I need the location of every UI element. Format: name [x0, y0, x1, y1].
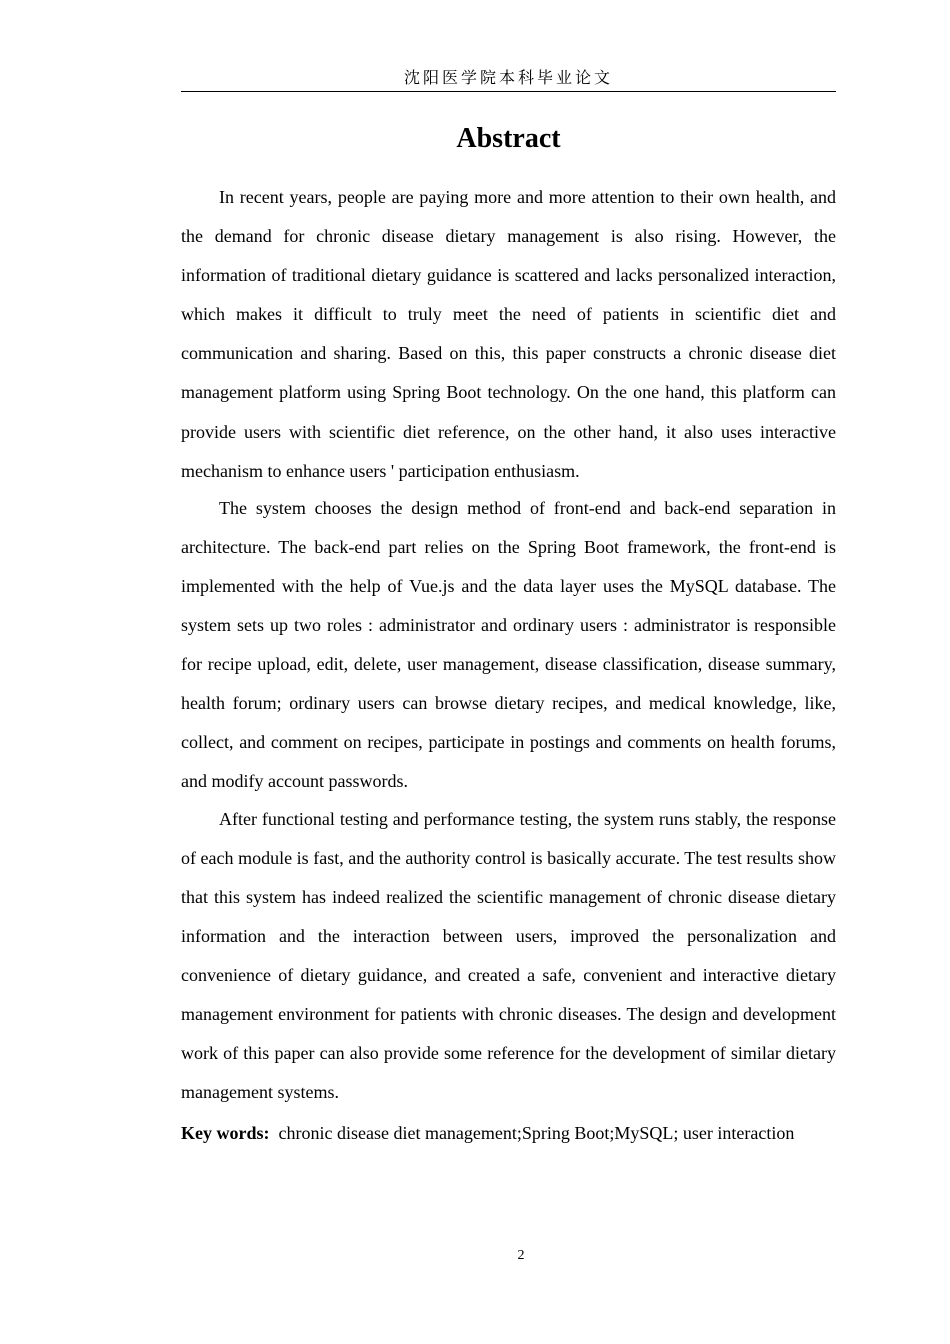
abstract-paragraph-2: The system chooses the design method of front-end and back-end separation in architecture. The back-end part relies on the Spring Boot framework, the front-end is implemented with the help of Vue.js and the data layer uses the MySQL database. The system sets up two roles : administrator and ordinary users : administrator is responsible for recipe upload, edit, delete, user management, disease classification, disease summary, health forum; ordinary users can browse dietary recipes, and medical knowledge, like, collect, and comment on recipes, participate in postings and comments on health forums, and modify account passwords.	[181, 497, 836, 792]
header-rule	[181, 91, 836, 92]
abstract-paragraph-1: In recent years, people are paying more and more attention to their own health, and the demand for chronic disease dietary management is also rising. However, the information of traditional dietary guidance is scattered and lacks personalized interaction, which makes it difficult to truly meet the need of patients in scientific diet and communication and sharing. Based on this, this paper constructs a chronic disease diet management platform using Spring Boot technology. On the one hand, this platform can provide users with scientific diet reference, on the other hand, it also uses interactive mechanism to enhance users ' participation enthusiasm.	[181, 187, 836, 481]
abstract-title: Abstract	[456, 123, 561, 154]
keywords-label: Key words:	[181, 1123, 270, 1143]
keywords-text: chronic disease diet management;Spring Boot;MySQL; user interaction	[278, 1123, 795, 1143]
abstract-paragraph-3: After functional testing and performance testing, the system runs stably, the response of each module is fast, and the authority control is basically accurate. The test results show that this system has indeed realized the scientific management of chronic disease dietary information and the interaction between users, improved the personalization and convenience of dietary guidance, and created a safe, convenient and interactive dietary management environment for patients with chronic diseases. The design and development work of this paper can also provide some reference for the development of similar dietary management systems.	[181, 808, 836, 1103]
keywords-line	[181, 1114, 861, 1153]
abstract-body	[181, 178, 836, 1112]
running-header: 沈阳医学院本科毕业论文	[403, 68, 613, 87]
page-number: 2	[517, 1248, 525, 1263]
